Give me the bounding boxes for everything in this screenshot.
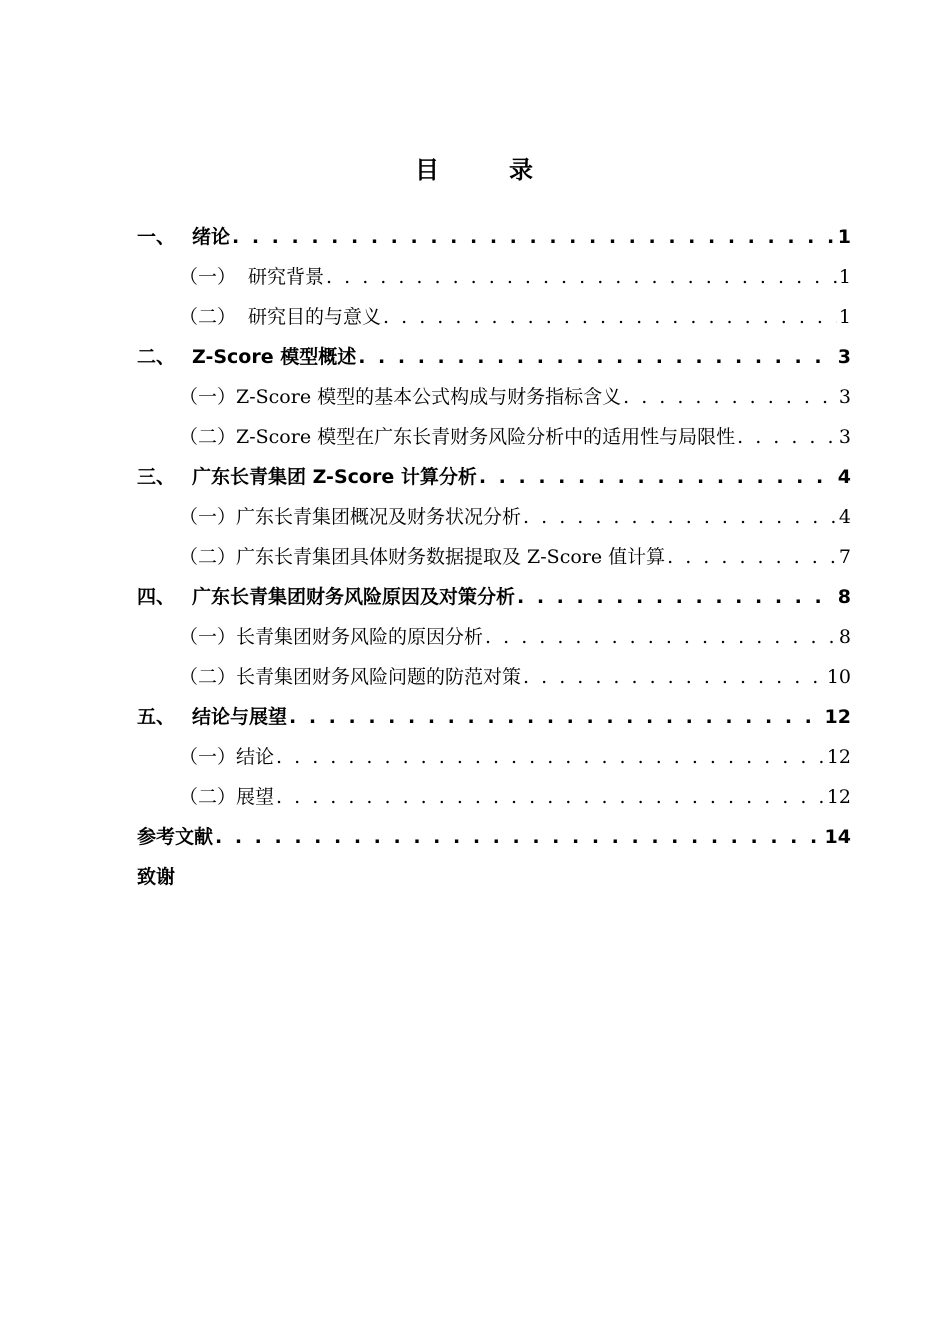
page-number: 12 (826, 746, 851, 768)
toc-title (0, 150, 950, 185)
entry-title: Z-Score 模型概述 (192, 346, 357, 368)
entry-title: 长青集团财务风险的原因分析 (236, 626, 484, 648)
page-number: 12 (826, 786, 851, 808)
entry-title: 结论与展望 (192, 706, 288, 728)
toc-entry-section-4-2[interactable] (137, 659, 851, 699)
dot-leader (517, 579, 836, 615)
entry-title: 结论 (236, 746, 275, 768)
page-number: 10 (826, 666, 851, 688)
dot-leader (523, 499, 837, 535)
entry-title: 绪论 (192, 226, 231, 248)
toc-entry-chapter-1[interactable] (137, 219, 851, 259)
section-label: （二） (179, 666, 237, 688)
section-label: （二） (179, 546, 237, 568)
entry-title: 研究目的与意义 (248, 306, 382, 328)
page-number: 8 (837, 586, 851, 608)
page-number: 7 (838, 546, 851, 568)
section-label: （一） (179, 626, 237, 648)
dot-leader (383, 299, 837, 335)
entry-title: Z-Score 模型的基本公式构成与财务指标含义 (236, 386, 622, 408)
dot-leader (215, 819, 823, 855)
dot-leader (232, 219, 836, 255)
entry-title: 广东长青集团 Z-Score 计算分析 (192, 466, 477, 488)
toc-entry-section-2-1[interactable] (137, 379, 851, 419)
entry-title: Z-Score 模型在广东长青财务风险分析中的适用性与局限性 (236, 426, 736, 448)
entry-title: 广东长青集团财务风险原因及对策分析 (192, 586, 516, 608)
chapter-number: 二、 (137, 346, 176, 368)
section-label: （二） (179, 426, 237, 448)
entry-title: 长青集团财务风险问题的防范对策 (236, 666, 522, 688)
section-label: （二） (179, 306, 237, 328)
page-number: 8 (838, 626, 851, 648)
entry-title: 致谢 (137, 866, 176, 888)
section-label: （一） (179, 386, 237, 408)
toc-entry-section-2-2[interactable] (137, 419, 851, 459)
page-number: 1 (837, 226, 851, 248)
section-label: （一） (179, 506, 237, 528)
page-number: 4 (838, 506, 851, 528)
page-number: 14 (824, 826, 851, 848)
toc-entry-references[interactable] (137, 819, 851, 859)
toc-entry-section-1-2[interactable] (137, 299, 851, 339)
dot-leader (276, 739, 825, 775)
dot-leader (667, 539, 837, 575)
toc-entry-chapter-5[interactable] (137, 699, 851, 739)
toc-entry-chapter-2[interactable] (137, 339, 851, 379)
dot-leader (485, 619, 837, 655)
dot-leader (623, 379, 837, 415)
entry-title: 广东长青集团具体财务数据提取及 Z-Score 值计算 (236, 546, 666, 568)
chapter-number: 五、 (137, 706, 176, 728)
page-number: 3 (838, 386, 851, 408)
entry-title: 研究背景 (248, 266, 325, 288)
dot-leader (479, 459, 836, 495)
toc-entry-acknowledgements[interactable] (137, 859, 851, 899)
section-label: （一） (179, 746, 237, 768)
toc-title-char-1: 目 (415, 156, 441, 184)
dot-leader (276, 779, 825, 815)
page-number: 3 (838, 426, 851, 448)
page-number: 3 (837, 346, 851, 368)
chapter-number: 一、 (137, 226, 176, 248)
toc-entry-chapter-3[interactable] (137, 459, 851, 499)
dot-leader (523, 659, 825, 695)
toc-title-char-2: 录 (509, 156, 535, 184)
page-number: 12 (824, 706, 851, 728)
section-label: （二） (179, 786, 237, 808)
toc-entry-section-3-2[interactable] (137, 539, 851, 579)
toc-entry-section-3-1[interactable] (137, 499, 851, 539)
page-number: 1 (838, 306, 851, 328)
entry-title: 展望 (236, 786, 275, 808)
page-number: 4 (837, 466, 851, 488)
dot-leader (358, 339, 836, 375)
toc-entry-section-1-1[interactable] (137, 259, 851, 299)
dot-leader (326, 259, 837, 295)
entry-title: 参考文献 (137, 826, 214, 848)
entry-title: 广东长青集团概况及财务状况分析 (236, 506, 522, 528)
toc-entry-section-5-2[interactable] (137, 779, 851, 819)
dot-leader (737, 419, 837, 455)
table-of-contents (137, 219, 851, 899)
chapter-number: 四、 (137, 586, 176, 608)
dot-leader (289, 699, 823, 735)
toc-entry-chapter-4[interactable] (137, 579, 851, 619)
page-number: 1 (838, 266, 851, 288)
toc-entry-section-4-1[interactable] (137, 619, 851, 659)
section-label: （一） (179, 266, 237, 288)
chapter-number: 三、 (137, 466, 176, 488)
toc-entry-section-5-1[interactable] (137, 739, 851, 779)
